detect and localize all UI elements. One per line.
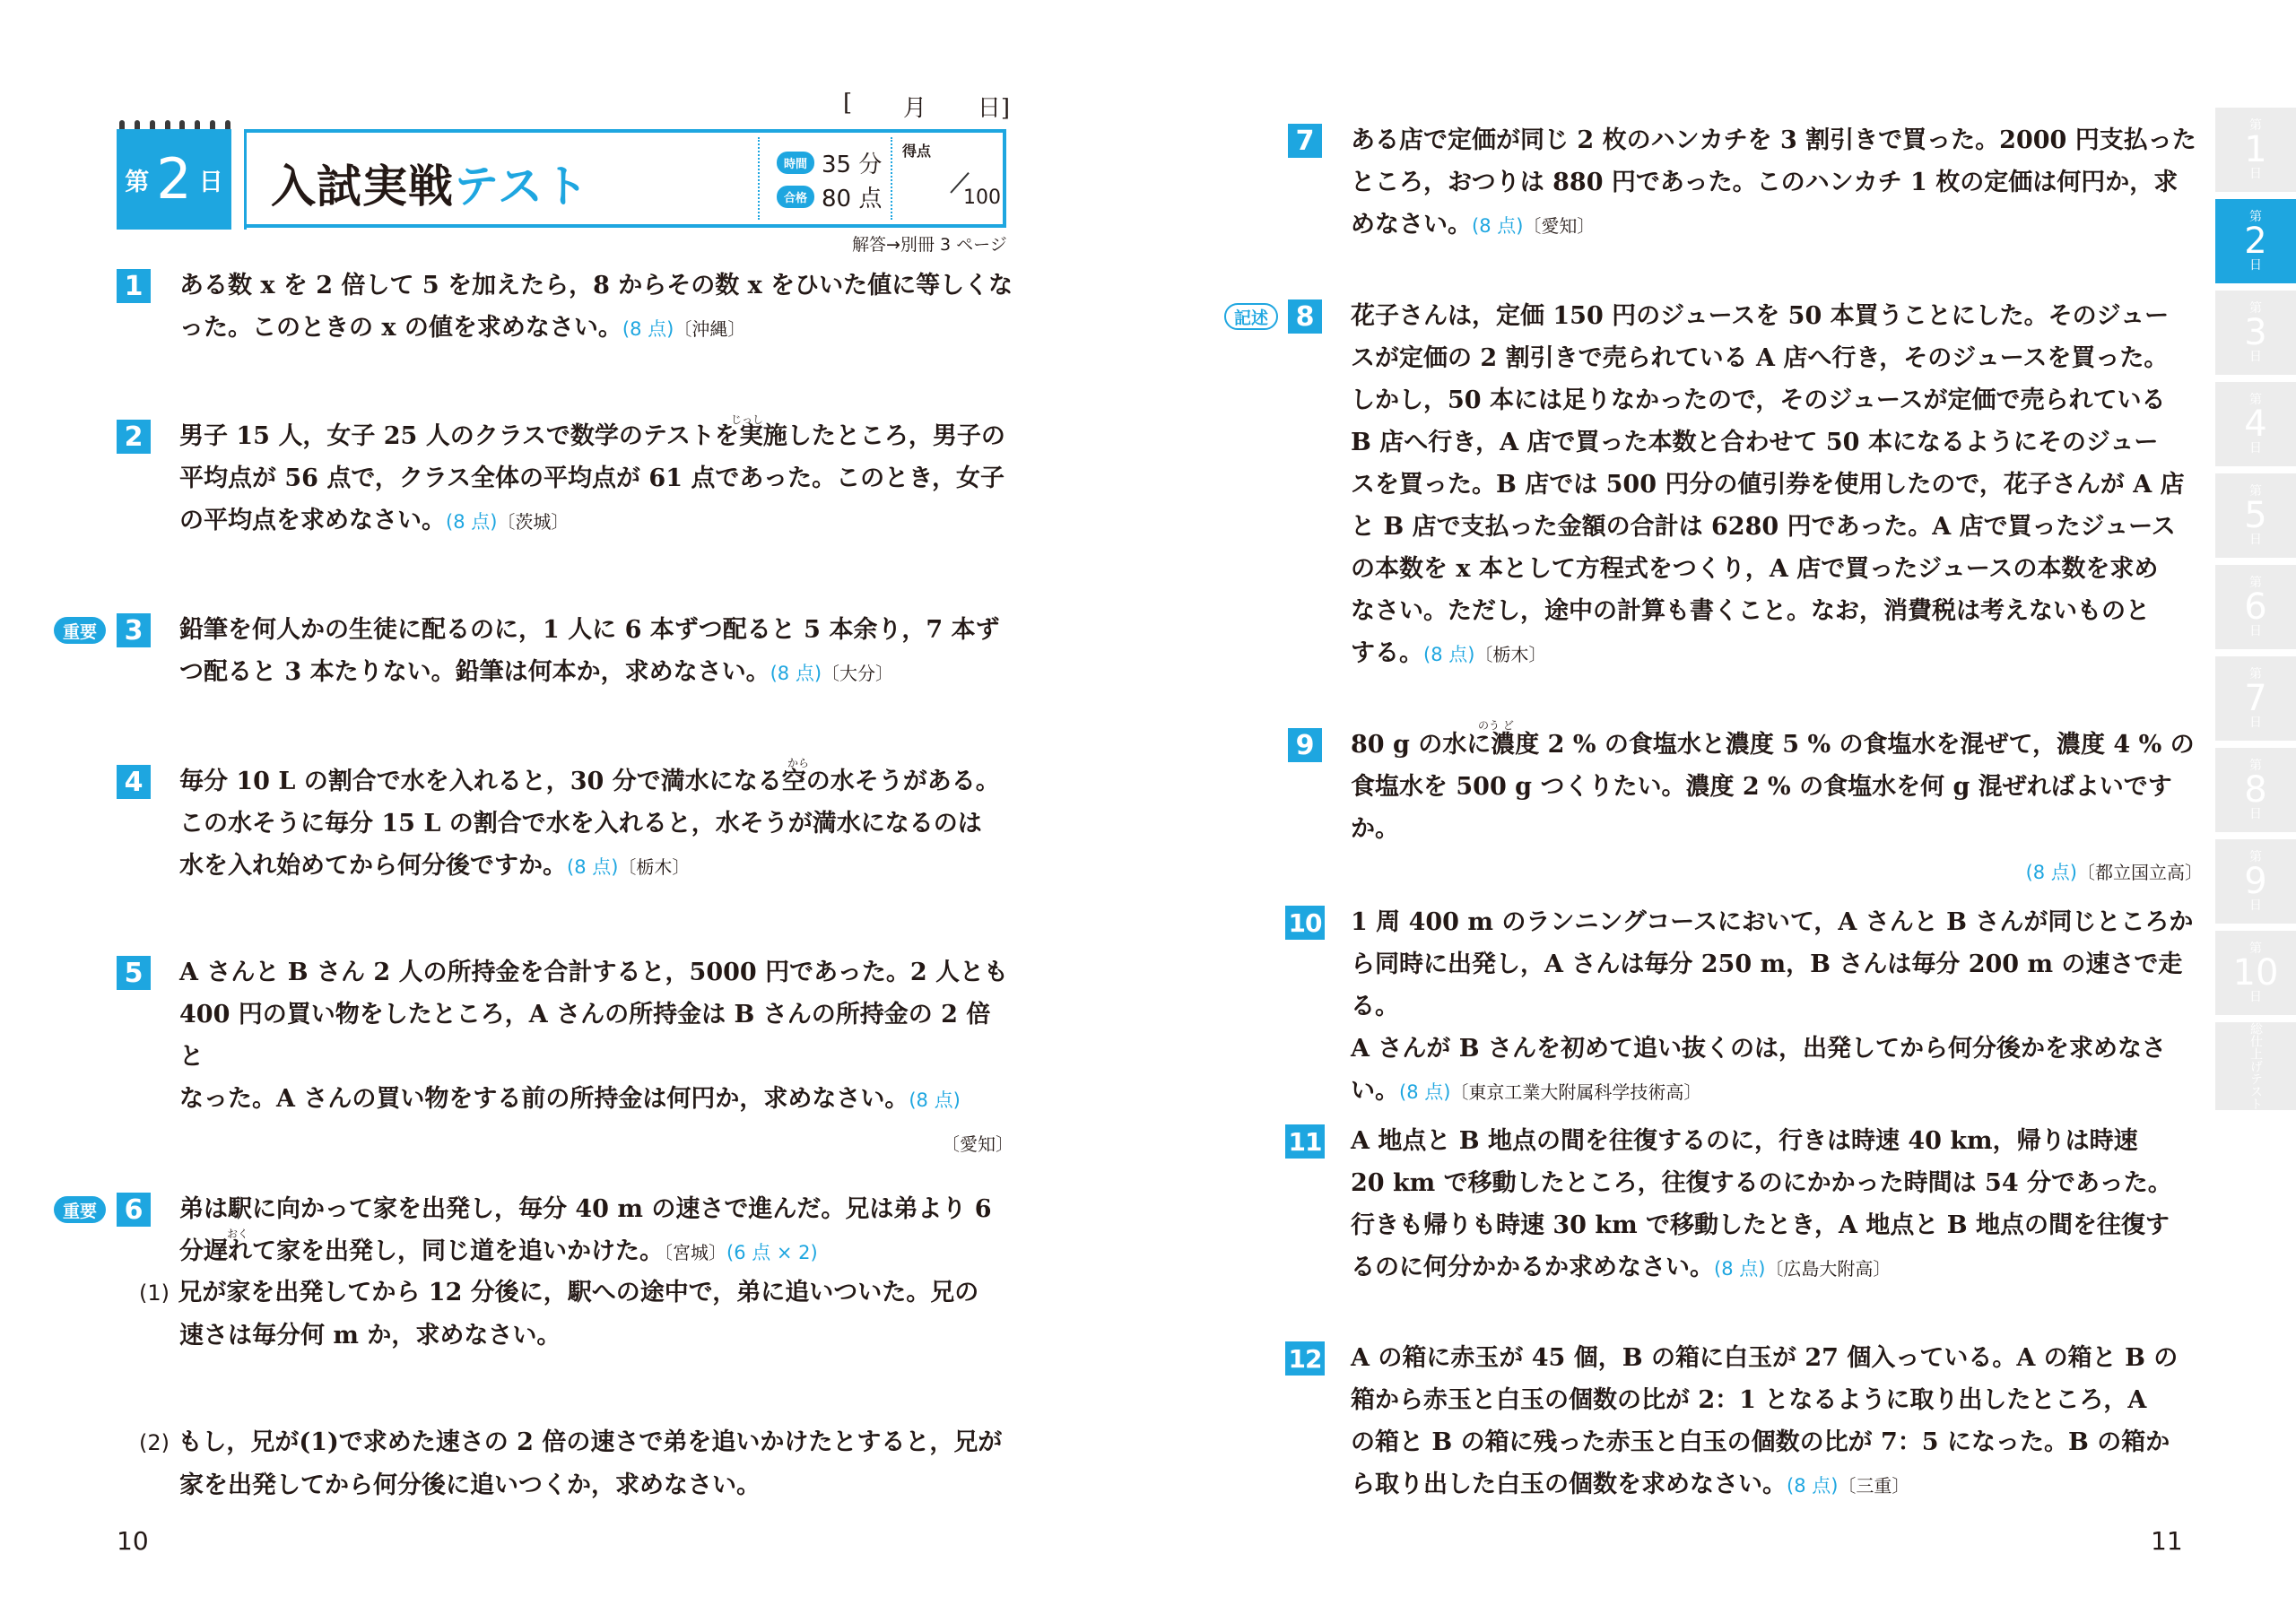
question-number: 1 — [117, 269, 151, 303]
subquestion-label: (1) — [139, 1280, 170, 1306]
date-day: 日] — [977, 95, 1010, 122]
question-text — [179, 265, 1013, 351]
question-number: 6 — [117, 1193, 151, 1227]
source: 〔愛知〕 — [942, 1133, 1013, 1155]
score-max: 100 — [963, 187, 1001, 209]
question-text: 弟は駅に向かって家を出発し，毎分 40 m の速さで進んだ。兄は弟より 6 分遅れて家を出発し，同じ道を追いかけた。〔宮城〕(6 点 × 2) — [179, 1195, 992, 1265]
page-number-right: 11 — [2151, 1526, 2183, 1556]
title-main: 入試実戦 — [271, 161, 454, 213]
source: 〔東京工業大附属科学技術高〕 — [1450, 1081, 1702, 1103]
tab-day-8[interactable]: 第 8 日 — [2215, 748, 2296, 832]
question-number: 9 — [1288, 728, 1322, 762]
points: (8 点) — [1472, 215, 1524, 237]
points: (8 点) — [1714, 1258, 1766, 1280]
question-text: A さんと B さん 2 人の所持金を合計すると，5000 円であった。2 人とも 400 円の買い物をしたところ，A さんの所持金は B さんの所持金の 2 倍と なった。A さんの買い物をする前の所持金は何円か，求めなさい。(8 点) 〔愛知〕 — [179, 959, 1013, 1155]
question-number: 3 — [117, 613, 151, 647]
source: 〔栃木〕 — [618, 856, 691, 878]
points: (8 点) — [567, 856, 619, 878]
question-line: った。このときの x の値を求めなさい。(8 点)〔沖縄〕 — [179, 314, 746, 342]
tab-day-2[interactable]: 第 2 日 — [2215, 199, 2296, 283]
date-open: [ — [843, 90, 853, 117]
important-tag: 重要 — [54, 1196, 106, 1223]
question-number: 8 — [1288, 299, 1322, 334]
question-line: ある数 x を 2 倍して 5 を加えたら，8 からその数 x をひいた値に等しくな — [179, 272, 1013, 299]
title-accent: テスト — [454, 161, 589, 213]
subquestion-label: (2) — [139, 1430, 170, 1455]
source: 〔都立国立高〕 — [2077, 862, 2203, 883]
info-divider — [758, 137, 760, 220]
tab-day-10[interactable]: 第 10 日 — [2215, 931, 2296, 1015]
date-month: 月 — [902, 95, 926, 122]
tab-final-test[interactable]: 総仕上げテスト — [2215, 1022, 2296, 1110]
subquestion-2: (2) もし，兄が(1)で求めた速さの 2 倍の速さで弟を追いかけたとすると，兄が 家を出発してから何分後に追いつくか，求めなさい。 — [139, 1428, 1003, 1499]
tab-day-1[interactable]: 第 1 日 — [2215, 108, 2296, 192]
source: 〔広島大附高〕 — [1765, 1258, 1892, 1280]
tab-day-4[interactable]: 第 4 日 — [2215, 382, 2296, 466]
pass-label: 合格 — [777, 186, 814, 208]
question-text: 1 周 400 m のランニングコースにおいて，A さんと B さんが同じところか ら同時に出発し，A さんは毎分 250 m，B さんは毎分 200 m の速さで走る。 A さんが B さんを初めて追い抜くのは，出発してから何分後かを求めなさ い。(8 点)〔東京工業大附属科学技術高〕 — [1351, 908, 2194, 1105]
ruby: から — [787, 757, 810, 769]
question-text: 鉛筆を何人かの生徒に配るのに，1 人に 6 本ずつ配ると 5 本余り，7 本ず つ配ると 3 本たりない。鉛筆は何本か，求めなさい。(8 点)〔大分〕 — [179, 616, 1000, 686]
ruby: じっし — [731, 413, 764, 426]
question-number: 4 — [117, 765, 151, 799]
tab-day-3[interactable]: 第 3 日 — [2215, 291, 2296, 375]
question-text: A の箱に赤玉が 45 個，B の箱に白玉が 27 個入っている。A の箱と B の 箱から赤玉と白玉の個数の比が 2：1 となるように取り出したところ，A の箱と B の箱に残った赤玉と白玉の個数の比が 7：5 になった。B の箱か ら取り出した白玉の個数を求めなさい。(8 点)〔三重〕 — [1351, 1344, 2179, 1498]
day-prefix: 第 — [125, 168, 150, 196]
time-label: 時間 — [777, 152, 814, 174]
question-text: 80 g の水に濃度 2 % の食塩水と濃度 5 % の食塩水を混ぜて，濃度 4 % の 食塩水を 500 g つくりたい。濃度 2 % の食塩水を何 g 混ぜればよいですか。 (8 点)〔都立国立高〕 — [1351, 731, 2203, 883]
page-title — [271, 151, 589, 215]
question-number: 7 — [1288, 124, 1322, 158]
time-info — [777, 146, 882, 179]
question-number: 12 — [1285, 1341, 1325, 1376]
source: 〔栃木〕 — [1474, 644, 1547, 665]
question-text: ある店で定価が同じ 2 枚のハンカチを 3 割引きで買った。2000 円支払った ところ，おつりは 880 円であった。このハンカチ 1 枚の定価は何円か，求 めなさい。(8 点)〔愛知〕 — [1351, 126, 2196, 239]
points: (6 点 × 2) — [726, 1242, 818, 1263]
question-text: 毎分 10 L の割合で水を入れると，30 分で満水になる空の水そうがある。 この水そうに毎分 15 L の割合で水を入れると，水そうが満水になるのは 水を入れ始めてから何分後ですか。(8 点)〔栃木〕 — [179, 768, 1000, 880]
source: 〔三重〕 — [1838, 1475, 1910, 1497]
points: (8 点) — [909, 1089, 961, 1111]
page-number-left: 10 — [117, 1526, 149, 1556]
question-number: 10 — [1285, 906, 1325, 940]
source: 〔沖縄〕 — [674, 318, 746, 340]
question-text: A 地点と B 地点の間を往復するのに，行きは時速 40 km，帰りは時速 20 km で移動したところ，往復するのにかかった時間は 54 分であった。 行きも帰りも時速 30 km で移動したとき，A 地点と B 地点の間を往復す るのに何分かかるか求めなさい。(8 点)〔広島大附高〕 — [1351, 1127, 2172, 1281]
source: 〔茨城〕 — [497, 511, 570, 533]
day-number: 2 — [156, 146, 192, 212]
source: 〔宮城〕 — [664, 1242, 726, 1263]
tab-day-6[interactable]: 第 6 日 — [2215, 565, 2296, 649]
pass-value: 80 点 — [822, 186, 883, 213]
points: (8 点) — [1423, 644, 1475, 665]
tab-day-5[interactable]: 第 5 日 — [2215, 473, 2296, 558]
day-suffix: 日 — [198, 168, 223, 196]
score-divider — [891, 137, 892, 220]
question-number: 11 — [1285, 1124, 1325, 1159]
important-tag: 重要 — [54, 617, 106, 644]
question-text: 花子さんは，定価 150 円のジュースを 50 本買うことにした。そのジュー スが定価の 2 割引きで売られている A 店へ行き，そのジュースを買った。 しかし，50 本には足りなかったので，そのジュースが定価で売られている B 店へ行き，A 店で買った本数と合わせて 50 本になるようにそのジュー スを買った。B 店では 500 円分の値引券を使用したので，花子さんが A 店 と B 店で支払った金額の合計は 6280 円であった。A 店で買ったジュース の本数を x 本として方程式をつくり，A 店で買ったジュースの本数を求め なさい。ただし，途中の計算も書くこと。なお，消費税は考えないものと する。(8 点)〔栃木〕 — [1351, 302, 2185, 667]
day-badge — [117, 129, 231, 230]
points: (8 点) — [622, 318, 674, 340]
tab-day-7[interactable]: 第 7 日 — [2215, 656, 2296, 741]
time-value: 35 分 — [822, 152, 883, 178]
ruby: おく — [227, 1228, 249, 1240]
source: 〔愛知〕 — [1523, 215, 1596, 237]
question-number: 5 — [117, 956, 151, 990]
ruby: のう ど — [1478, 719, 1514, 732]
points: (8 点) — [770, 663, 822, 684]
pass-info — [777, 180, 882, 213]
question-number: 2 — [117, 420, 151, 454]
written-answer-tag: 記述 — [1224, 303, 1278, 330]
score-label: 得点 — [902, 143, 932, 160]
subquestion-1: (1) 兄が家を出発してから 12 分後に，駅への途中で，弟に追いついた。兄の 速さは毎分何 m か，求めなさい。 — [139, 1279, 979, 1350]
question-text: 男子 15 人，女子 25 人のクラスで数学のテストを実施したところ，男子の 平均点が 56 点で，クラス全体の平均点が 61 点であった。このとき，女子 の平均点を求めなさい。(8 点)〔茨城〕 — [179, 422, 1005, 534]
tab-day-9[interactable]: 第 9 日 — [2215, 839, 2296, 924]
points: (8 点) — [1399, 1081, 1451, 1103]
points: (8 点) — [446, 511, 498, 533]
date-field — [843, 90, 1010, 120]
source: 〔大分〕 — [822, 663, 894, 684]
points: (8 点) — [1787, 1475, 1839, 1497]
answer-reference: 解答→別冊 3 ページ — [852, 235, 1007, 255]
points: (8 点) — [2025, 862, 2077, 883]
